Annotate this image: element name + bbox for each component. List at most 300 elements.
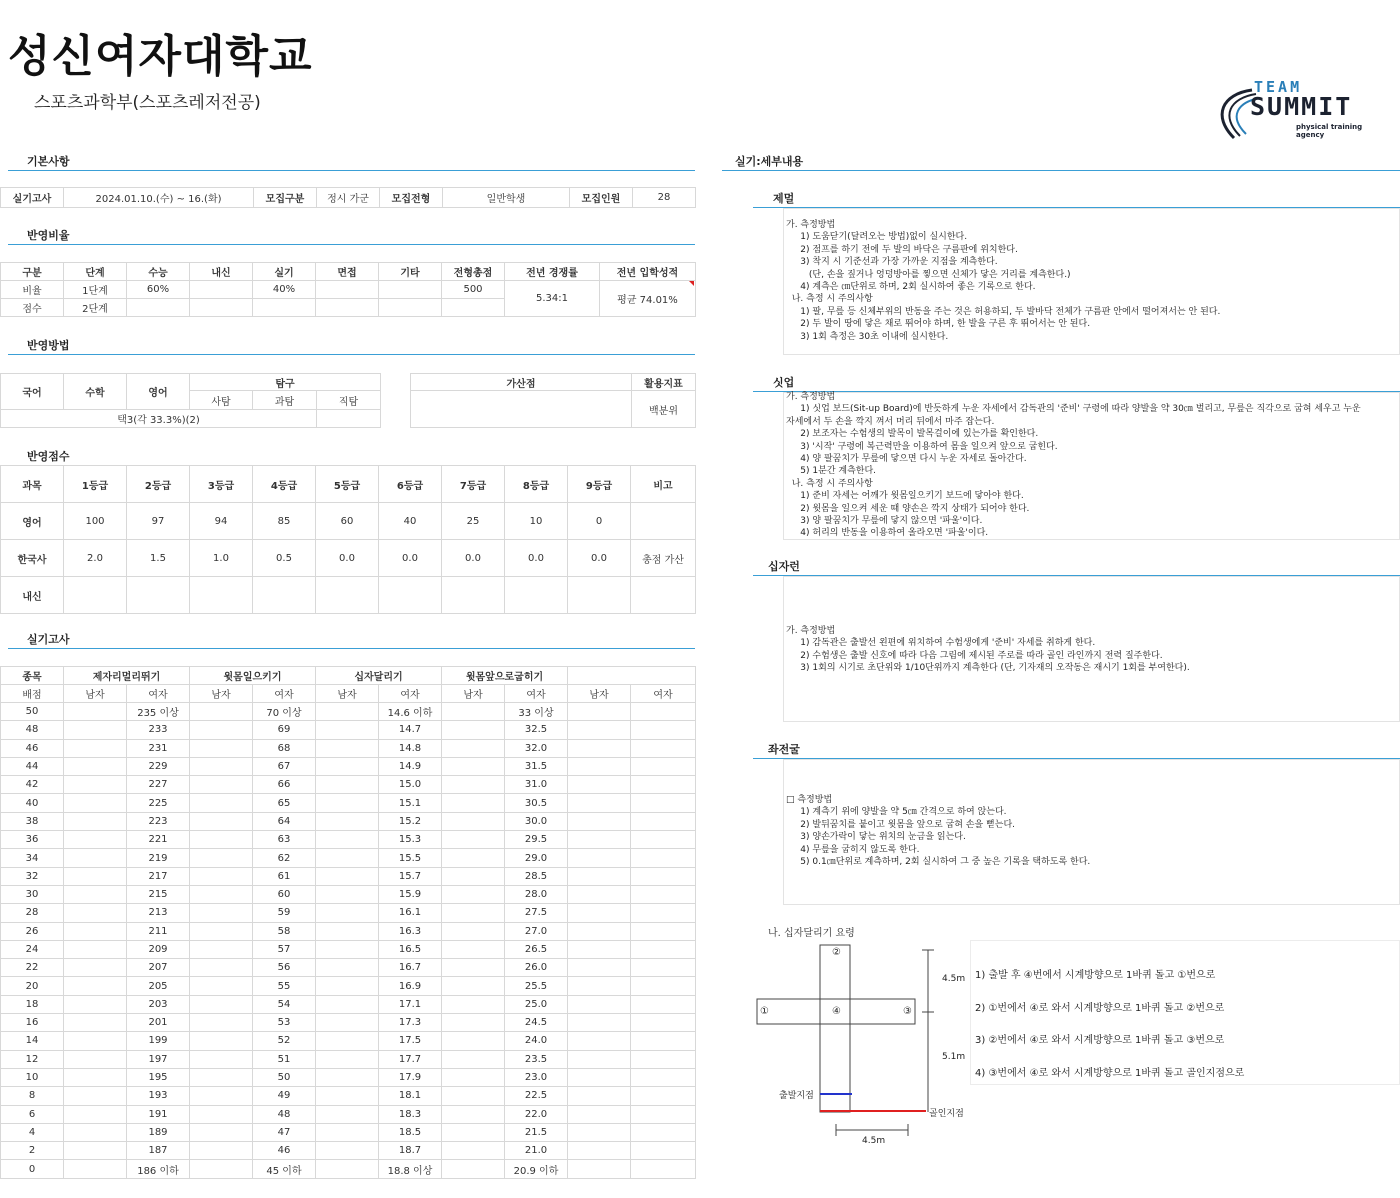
ratio-header: 전년 입학성적 [600,263,696,281]
dimension-bottom-label: 5.1m [942,1052,966,1062]
practical-cell [190,1050,253,1068]
ratio-cell [127,299,190,317]
method-vocational: 직탐 [317,391,381,410]
quota-label: 모집인원 [570,188,633,208]
practical-cell: 219 [127,849,190,867]
practical-cell: 14.7 [379,721,442,739]
start-point-label: 출발지점 [779,1091,814,1101]
scores-cell [568,577,631,614]
scores-cell [631,503,696,540]
ratio-row-1 [1,281,696,299]
practical-cell: 16.7 [379,959,442,977]
basic-section-rule [8,170,695,171]
practical-cell [631,794,696,812]
practical-cell: 64 [253,812,316,830]
ratio-cell: 비율 [1,281,64,299]
female-header: 여자 [379,685,442,703]
practical-points: 42 [1,776,64,794]
practical-cell: 24.0 [505,1032,568,1050]
practical-cell [442,849,505,867]
scores-header: 6등급 [379,466,442,503]
practical-cell [190,703,253,721]
practical-cell [568,1050,631,1068]
practical-cell: 62 [253,849,316,867]
practical-cell [568,812,631,830]
practical-cell: 25.5 [505,977,568,995]
practical-cell: 16.9 [379,977,442,995]
ratio-section-rule [8,244,695,245]
practical-cell [442,1142,505,1160]
scores-cell: 0.0 [316,540,379,577]
practical-cell [631,1142,696,1160]
practical-cell [316,904,379,922]
practical-cell: 21.5 [505,1123,568,1141]
ratio-cell [442,299,505,317]
flex-text: □ 측정방법 1) 계측기 위에 양발을 약 5㎝ 간격으로 하여 앉는다. 2) 발뒤꿈치를 붙이고 윗몸을 앞으로 굽혀 손을 뻗는다. 3) 양손가락이 닿는 위치의 눈금을 읽는다. 4) 무릎을 굽히지 않도록 한다. 5) 0.1㎝단위로 계측하며, 2회 실시하여 그 중 높은 기록을 택하도록 한다. [786,795,1091,868]
practical-cell [190,776,253,794]
practical-cell [568,739,631,757]
practical-points: 36 [1,831,64,849]
method-selection-note: 택3(각 33.3%)(2) [1,410,317,428]
practical-cell [442,1160,505,1178]
practical-cell [316,776,379,794]
cross-text-box [783,576,1400,722]
practical-cell: 59 [253,904,316,922]
scores-header: 3등급 [190,466,253,503]
practical-cell: 29.0 [505,849,568,867]
selection-label: 모집전형 [380,188,443,208]
practical-cell: 46 [253,1142,316,1160]
practical-cell [64,1068,127,1086]
practical-cell [64,1014,127,1032]
details-section-title: 실기:세부내용 [735,155,804,168]
ratio-cell: 40% [253,281,316,299]
dimension-top-label: 4.5m [942,974,966,984]
practical-cell [316,794,379,812]
point-4-label: ④ [832,1006,841,1017]
practical-points: 12 [1,1050,64,1068]
scores-header: 4등급 [253,466,316,503]
practical-cell [190,1160,253,1178]
female-header: 여자 [127,685,190,703]
practical-cell: 199 [127,1032,190,1050]
practical-cell: 17.1 [379,995,442,1013]
ratio-header: 면접 [316,263,379,281]
practical-points-header: 배점 [1,685,64,703]
practical-cell [64,959,127,977]
practical-cell [568,959,631,977]
recruit-type-value: 정시 가군 [317,188,380,208]
practical-cell: 229 [127,757,190,775]
practical-cell [64,1087,127,1105]
method-inquiry: 탐구 [190,374,381,391]
cross-text: 가. 측정방법 1) 감독관은 출발선 왼편에 위치하여 수험생에게 '준비' 자세를 취하게 한다. 2) 수험생은 출발 신호에 따라 다음 그림에 제시된 주로를 따라 골인 라인까지 전력 질주한다. 3) 1회의 시기로 초단위와 1/10단위까지 계측한다 (단, 기자재의 오작동은 재시기 1회를 부여한다). [786,626,1190,674]
practical-cell: 26.0 [505,959,568,977]
ratio-cell [316,299,379,317]
scores-cell: 85 [253,503,316,540]
practical-row [1,1050,696,1068]
practical-points: 2 [1,1142,64,1160]
practical-cell [631,721,696,739]
practical-item-header: 종목 [1,667,64,685]
practical-cell [316,1160,379,1178]
practical-points: 40 [1,794,64,812]
practical-cell [568,904,631,922]
ratio-cell: 2단계 [64,299,127,317]
practical-cell [568,977,631,995]
practical-cell [568,1142,631,1160]
cross-run-step: 1) 출발 후 ④번에서 시계방향으로 1바퀴 돌고 ①번으로 [975,970,1216,981]
practical-points: 28 [1,904,64,922]
practical-points: 44 [1,757,64,775]
practical-row [1,739,696,757]
method-math: 수학 [64,374,127,410]
practical-cell [568,940,631,958]
practical-cell: 15.0 [379,776,442,794]
practical-cell [442,1087,505,1105]
logo-agency-text: physical training agency [1296,123,1363,139]
practical-cell [631,1014,696,1032]
logo-summit-text: SUMMIT [1250,92,1353,121]
practical-cell [190,1142,253,1160]
male-header: 남자 [190,685,253,703]
scores-subject: 영어 [1,503,64,540]
ratio-header: 수능 [127,263,190,281]
practical-cell [442,959,505,977]
practical-cell [316,1142,379,1160]
scores-cell: 97 [127,503,190,540]
practical-cell [442,757,505,775]
ratio-header: 실기 [253,263,316,281]
practical-points: 18 [1,995,64,1013]
basic-info-table [0,187,696,208]
practical-cell: 16.1 [379,904,442,922]
method-korean: 국어 [1,374,64,410]
practical-cell: 49 [253,1087,316,1105]
practical-cell [568,1032,631,1050]
practical-cell: 60 [253,885,316,903]
practical-cell [442,904,505,922]
details-section-rule [722,170,1400,171]
practical-cell [442,1032,505,1050]
practical-cell: 16.3 [379,922,442,940]
department-subtitle: 스포츠과학부(스포츠레저전공) [34,93,261,113]
ratio-header: 단계 [64,263,127,281]
practical-cell [442,1068,505,1086]
practical-cell [64,867,127,885]
practical-cell [631,1032,696,1050]
event-long-jump: 제자리멀리뛰기 [64,667,190,685]
practical-cell [631,831,696,849]
practical-row [1,757,696,775]
practical-cell [64,739,127,757]
scores-header-row [1,466,696,503]
method-english: 영어 [127,374,190,410]
practical-points: 6 [1,1105,64,1123]
scores-cell [442,577,505,614]
practical-cell [316,849,379,867]
practical-cell [568,1105,631,1123]
practical-cell: 213 [127,904,190,922]
practical-gender-row [1,685,696,703]
scores-cell [190,577,253,614]
female-header: 여자 [253,685,316,703]
practical-cell: 15.1 [379,794,442,812]
practical-cell: 58 [253,922,316,940]
practical-cell [568,922,631,940]
practical-cell: 186 이하 [127,1160,190,1178]
practical-cell [631,959,696,977]
practical-points: 14 [1,1032,64,1050]
practical-points: 50 [1,703,64,721]
practical-cell: 56 [253,959,316,977]
practical-cell [631,867,696,885]
practical-cell [631,739,696,757]
practical-cell: 48 [253,1105,316,1123]
practical-cell [64,885,127,903]
method-section-title: 반영방법 [27,339,70,352]
situp-text: 가. 측정방법 1) 싯업 보드(Sit-up Board)에 반듯하게 누운 자세에서 감독관의 '준비' 구령에 따라 양발을 약 30㎝ 벌리고, 무릎은 직각으로 굽혀 세우고 누운 자세에서 두 손을 깍지 껴서 머리 뒤에서 마주 잡는다. 2) 보조자는 수험생의 발목이 발목걸이에 있는가를 확인한다. 3) '시작' 구령에 복근력만을 이용하여 몸을 일으켜 앞으로 굽힌다. 4) 양 팔꿈치가 무릎에 닿으면 다시 누운 자세로 돌아간다. 5) 1분간 계측한다. 나. 측정 시 주의사항 1) 준비 자세는 어깨가 윗몸일으키기 보드에 닿아야 한다. 2) 윗몸을 일으켜 세운 때 양손은 깍지 상태가 되어야 한다. 3) 양 팔꿈치가 무릎에 닿지 않으면 '파울'이다. 4) 허리의 반동을 이용하여 올라오면 '파울'이다. [786,392,1361,539]
scores-header: 9등급 [568,466,631,503]
practical-cell: 18.1 [379,1087,442,1105]
practical-cell: 47 [253,1123,316,1141]
practical-cell: 211 [127,922,190,940]
practical-cell: 15.5 [379,849,442,867]
comment-marker-icon [689,281,694,286]
practical-row [1,885,696,903]
practical-points: 22 [1,959,64,977]
dimension-width-label: 4.5m [862,1136,886,1146]
practical-cell: 57 [253,940,316,958]
practical-cell [316,867,379,885]
scores-cell: 1.0 [190,540,253,577]
practical-cell [442,977,505,995]
practical-points: 38 [1,812,64,830]
practical-points: 8 [1,1087,64,1105]
practical-cell [442,1050,505,1068]
scores-cell [505,577,568,614]
jump-text-box [783,208,1400,355]
practical-cell: 221 [127,831,190,849]
practical-cell [64,904,127,922]
practical-cell [64,812,127,830]
flex-text-box [783,759,1400,905]
practical-cell [631,1050,696,1068]
scores-subject: 한국사 [1,540,64,577]
scores-cell: 1.5 [127,540,190,577]
cross-run-step: 3) ②번에서 ④로 와서 시계방향으로 1바퀴 돌고 ③번으로 [975,1035,1225,1046]
practical-cell [190,995,253,1013]
admission-value: 평균 74.01% [600,281,696,317]
practical-row [1,977,696,995]
cross-run-steps [975,960,1244,1090]
ratio-cell [316,281,379,299]
practical-cell: 227 [127,776,190,794]
practical-cell [631,885,696,903]
practical-cell: 32.0 [505,739,568,757]
practical-cell: 14.8 [379,739,442,757]
scores-cell: 40 [379,503,442,540]
practical-cell [442,776,505,794]
practical-cell [316,885,379,903]
practical-cell: 17.5 [379,1032,442,1050]
practical-cell [442,1123,505,1141]
practical-cell: 33 이상 [505,703,568,721]
practical-cell: 51 [253,1050,316,1068]
point-2-label: ② [832,947,841,958]
practical-cell [190,831,253,849]
practical-points: 48 [1,721,64,739]
practical-cell: 23.5 [505,1050,568,1068]
practical-cell: 17.3 [379,1014,442,1032]
practical-cell: 217 [127,867,190,885]
practical-row [1,812,696,830]
practical-cell [190,922,253,940]
practical-cell: 23.0 [505,1068,568,1086]
practical-cell [316,995,379,1013]
ratio-cell: 1단계 [64,281,127,299]
practical-cell [64,849,127,867]
practical-row [1,1105,696,1123]
practical-cell: 22.0 [505,1105,568,1123]
situp-title: 싯업 [773,376,795,389]
practical-cell [190,977,253,995]
practical-cell: 16.5 [379,940,442,958]
practical-cell: 14.9 [379,757,442,775]
bonus-table [410,373,696,428]
practical-cell [64,794,127,812]
practical-cell: 65 [253,794,316,812]
method-section-rule [8,354,695,355]
practical-cell: 29.5 [505,831,568,849]
vertical-lane [820,945,850,1112]
practical-cell: 18.7 [379,1142,442,1160]
practical-cell [442,1014,505,1032]
scores-cell: 0.0 [442,540,505,577]
practical-cell [568,1123,631,1141]
practical-cell: 15.7 [379,867,442,885]
practical-cell: 30.5 [505,794,568,812]
event-situp: 윗몸일으키기 [190,667,316,685]
practical-cell [64,1123,127,1141]
flex-title: 좌전굴 [768,743,800,756]
event-empty [568,667,696,685]
practical-cell [568,776,631,794]
practical-cell [64,995,127,1013]
practical-cell: 32.5 [505,721,568,739]
practical-cell [631,922,696,940]
practical-cell: 54 [253,995,316,1013]
scores-row [1,503,696,540]
practical-event-row [1,667,696,685]
practical-row [1,1142,696,1160]
practical-cell: 55 [253,977,316,995]
scores-cell [253,577,316,614]
scores-header: 2등급 [127,466,190,503]
practical-row [1,959,696,977]
practical-cell [190,940,253,958]
practical-cell [442,794,505,812]
practical-cell [64,721,127,739]
practical-cell [631,940,696,958]
bonus-header: 가산점 [411,374,632,391]
ratio-cell: 점수 [1,299,64,317]
practical-cell [64,1105,127,1123]
practical-cell [190,904,253,922]
practical-cell: 225 [127,794,190,812]
practical-cell [316,757,379,775]
practical-row [1,776,696,794]
ratio-header: 구분 [1,263,64,281]
practical-cell: 66 [253,776,316,794]
practical-cell [190,1032,253,1050]
point-3-label: ③ [903,1006,912,1017]
practical-points: 16 [1,1014,64,1032]
scores-cell: 0.5 [253,540,316,577]
practical-cell: 28.5 [505,867,568,885]
basic-section-title: 기본사항 [27,155,70,168]
practical-cell [190,757,253,775]
selection-value: 일반학생 [443,188,570,208]
practical-cell [316,1123,379,1141]
practical-cell [631,1123,696,1141]
practical-cell: 26.5 [505,940,568,958]
jump-text: 가. 측정방법 1) 도움닫기(달려오는 방법)없이 실시한다. 2) 점프를 하기 전에 두 발의 바닥은 구름판에 위치한다. 3) 착지 시 기준선과 가장 가까운 지점을 계측한다. (단, 손을 짚거나 엉덩방아를 찧으면 신체가 닿은 거리를 계측한다.) 4) 계측은 ㎝단위로 하며, 2회 실시하여 좋은 기록으로 한다. 나. 측정 시 주의사항 1) 팔, 무릎 등 신체부위의 반동을 주는 것은 허용하되, 두 발바닥 전체가 구름판 안에서 떨어져서는 안 된다. 2) 두 발이 땅에 닿은 채로 뛰어야 하며, 한 발을 구른 후 뛰어서는 안 된다. 3) 1회 측정은 30초 이내에 실시한다. [786,220,1221,342]
practical-cell [190,959,253,977]
practical-cell: 31.5 [505,757,568,775]
practical-cell [316,831,379,849]
practical-cell [631,757,696,775]
practical-cell: 25.0 [505,995,568,1013]
method-empty-cell [317,410,381,428]
practical-cell: 193 [127,1087,190,1105]
practical-cell [631,977,696,995]
practical-cell: 27.5 [505,904,568,922]
practical-cell: 209 [127,940,190,958]
practical-cell [631,812,696,830]
ratio-cell: 500 [442,281,505,299]
practical-cell [190,794,253,812]
practical-cell [442,831,505,849]
practical-cell [568,867,631,885]
practical-cell: 231 [127,739,190,757]
practical-cell [442,867,505,885]
practical-cell: 17.9 [379,1068,442,1086]
practical-cell [442,995,505,1013]
ratio-cell [379,281,442,299]
event-sit-reach: 윗몸앞으로굽히기 [442,667,568,685]
practical-row [1,794,696,812]
practical-cell [568,757,631,775]
scores-subject: 내신 [1,577,64,614]
method-science: 과탐 [253,391,317,410]
practical-cell [64,703,127,721]
scores-cell: 94 [190,503,253,540]
practical-points: 4 [1,1123,64,1141]
practical-cell [631,1087,696,1105]
method-social: 사탐 [190,391,253,410]
page-title: 성신여자대학교 [8,31,313,82]
jump-title: 제멀 [773,192,795,205]
practical-row [1,867,696,885]
practical-cell [64,776,127,794]
practical-cell [442,703,505,721]
practical-cell [631,1105,696,1123]
practical-points: 30 [1,885,64,903]
practical-cell: 18.3 [379,1105,442,1123]
practical-cell [190,849,253,867]
practical-cell [190,812,253,830]
